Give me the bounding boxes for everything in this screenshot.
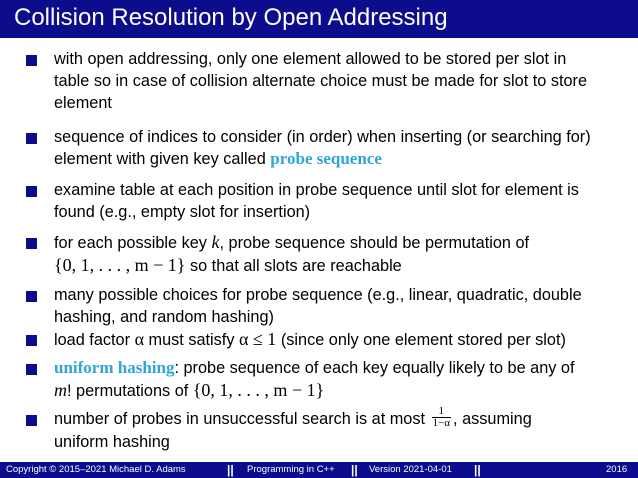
bullet-square-icon	[26, 133, 37, 144]
bullet-item	[26, 357, 606, 402]
bullet-text: examine table at each position in probe sequence until slot for element is found (e.g., empty slot for insertion)	[54, 181, 579, 221]
fraction-numerator: 1	[432, 406, 451, 418]
math-alpha: α	[134, 329, 144, 349]
footer-separator: ||	[227, 463, 234, 477]
bullet-square-icon	[26, 364, 37, 375]
bullet-square-icon	[26, 415, 37, 426]
math-condition: α ≤ 1	[239, 329, 277, 349]
bullet-item	[26, 179, 606, 223]
footer-copyright: Copyright © 2015–2021 Michael D. Adams	[6, 464, 186, 475]
fraction	[432, 406, 451, 429]
bullet-item	[26, 48, 606, 114]
highlight-term: probe sequence	[270, 149, 382, 168]
footer-separator: ||	[351, 463, 358, 477]
bullet-item	[26, 231, 606, 277]
bullet-text: uniform hashing	[54, 433, 170, 452]
bullet-text: sequence of indices to consider (in order) when inserting (or searching for) element with given key called	[54, 128, 591, 168]
bullet-text: , probe sequence should be permutation of	[219, 234, 530, 252]
bullet-square-icon	[26, 291, 37, 302]
bullet-square-icon	[26, 335, 37, 346]
bullet-text: : probe sequence of each key equally likely to be any of	[174, 359, 575, 377]
bullet-square-icon	[26, 186, 37, 197]
math-var: m	[54, 380, 67, 400]
bullet-text: for each possible key	[54, 234, 212, 252]
bullet-item	[26, 405, 606, 453]
bullet-text: , assuming	[453, 410, 532, 428]
bullet-square-icon	[26, 55, 37, 66]
bullet-text: so that all slots are reachable	[185, 257, 402, 275]
bullet-item	[26, 284, 606, 328]
bullet-square-icon	[26, 238, 37, 249]
math-var: k	[211, 232, 220, 252]
bullet-text: (since only one element stored per slot)	[276, 331, 566, 349]
slide-title: Collision Resolution by Open Addressing	[14, 4, 448, 31]
footer-version: Version 2021-04-01	[369, 464, 452, 475]
fraction-denominator: 1−α	[432, 417, 451, 430]
math-set: {0, 1, . . . , m − 1}	[192, 380, 325, 400]
bullet-item	[26, 328, 606, 351]
bullet-item	[26, 126, 606, 170]
bullet-text: many possible choices for probe sequence (e.g., linear, quadratic, double hashing, and random hashing)	[54, 286, 582, 326]
bullet-text: ! permutations of	[67, 382, 193, 400]
math-set: {0, 1, . . . , m − 1}	[54, 255, 186, 275]
bullet-text: load factor	[54, 331, 135, 349]
highlight-term: uniform hashing	[54, 358, 175, 377]
bullet-text: number of probes in unsuccessful search is at most	[54, 410, 430, 428]
bullet-text: with open addressing, only one element allowed to be stored per slot in table so in case of collision alternate choice must be made for slot to store element	[54, 50, 588, 112]
footer-page-number: 2016	[606, 464, 628, 475]
slide-footer	[0, 462, 638, 478]
footer-separator: ||	[474, 463, 481, 477]
footer-course: Programming in C++	[247, 464, 335, 475]
bullet-text: must satisfy	[144, 331, 239, 349]
